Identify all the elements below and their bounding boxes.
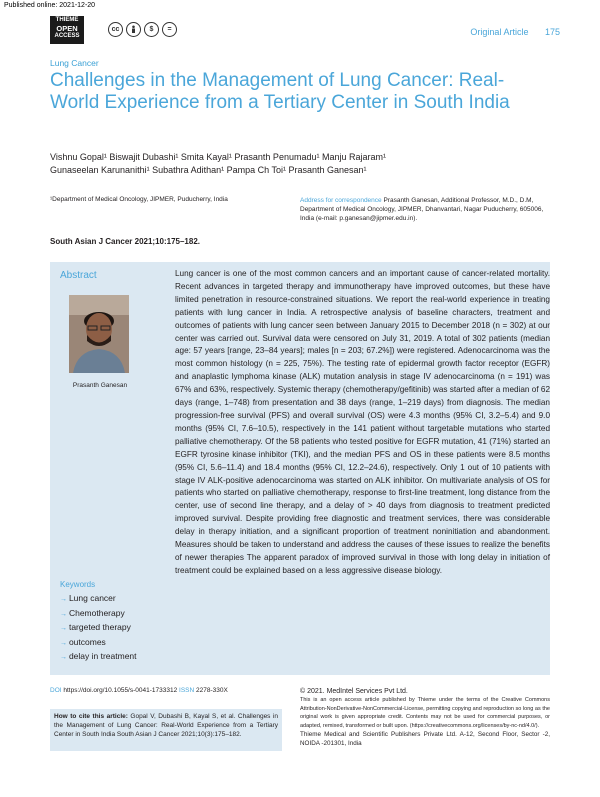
license-icons[interactable]: [108, 22, 177, 37]
issn-label: ISSN: [177, 687, 195, 694]
authors-line1: Vishnu Gopal¹ Biswajit Dubashi¹ Smita Kayal¹ Prasanth Penumadu¹ Manju Rajaram¹: [50, 152, 386, 162]
abstract-body: Lung cancer is one of the most common cancers and an important cause of cancer-related mortality. Recent advances in targeted therapy and immunotherapy have improved outcomes, but these have limited penetration in resource-constrained situations. We report the real-world experience in treating patients with lung cancer in India. A retrospective analysis of baseline characters, treatment and outcomes of patients with lung cancer seen between January 2015 to December 2018 (n = 302) at our center was carried out. Survival data were censored on July 31, 2019. A total of 302 patients (median age: 57 years [range, 23–84 years]; males [n = 203; 67.2%]) were registered. Adenocarcinoma was the most common histology (n = 225, 75%). The testing rate of epidermal growth factor receptor (EGFR) and anaplastic lymphoma kinase (ALK) mutation analysis in stage IV adenocarcinoma (n = 191) was 67% and 63%, respectively. Systemic therapy (chemotherapy/gefitinib) was started after a median of 62 days (range, 1–748) from presentation and 38 days (range, 1–219 days) from diagnosis. The median progression-free survival (PFS) and overall survival (OS) were 4.3 months (95% CI, 3.2–5.4) and 9.0 months (95% CI, 7.6–10.5), respectively in the 141 patient without targetable mutations who started palliative chemotherapy. Of the 58 patients who tested positive for EGFR mutation, 41 (71%) started an EGFR tyrosine kinase inhibitor (TKI), and the median PFS and OS in these patients were 8.5 months (95% CI, 5.6–11.4) and 18.4 months (95% CI, 12.2–24.6), respectively. Only 1 out of 10 patients with stage IV ALK-positive adenocarcinoma was started on ALK inhibitor. On multivariate analysis of OS for patients who started on palliative chemotherapy, response to first-line treatment, long distance from the center, use of second line therapy, and a delay of > 40 days from diagnosis to treatment predicted improved survival. Despite providing free diagnostic and treatment services, there was considerable delay in therapy initiation, and a significant proportion of treatment noninitiation and abandonment. Measures should be taken to understand and address the causes of these issues to realize the benefits of newer therapies The apparent paradox of improved survival in those with long delay in initiation of treatment could be explained based on a less aggressive disease biology.: [175, 269, 550, 575]
logo-line2: OPEN: [56, 24, 78, 33]
thieme-open-access-logo[interactable]: [50, 16, 84, 44]
doi-label: DOI: [50, 687, 62, 694]
correspondence-label: Address for correspondence: [300, 197, 382, 204]
page-number: 175: [544, 27, 560, 37]
how-to-cite-box: [50, 709, 282, 751]
affiliation: ¹Department of Medical Oncology, JIPMER, Puducherry, India: [50, 196, 228, 203]
photo-caption: Prasanth Ganesan: [72, 382, 128, 389]
abstract-heading: Abstract: [60, 270, 97, 281]
journal-citation: South Asian J Cancer 2021;10:175–182.: [50, 237, 201, 246]
license-text: This is an open access article published by Thieme under the terms of the Creative Commons Attribution-NonDerivative-NonCommercial-License, permitting copying and reproduction so long as the original work is given appropriate credit. Contents may not be used for commercial purposes, or adapted, remixed, transformed or built upon. (https://creativecommons.org/licenses/by-nc-nd/4.0/).: [300, 697, 550, 729]
keyword-item: → delay in treatment: [60, 650, 137, 665]
cite-text: Gopal V, Dubashi B, Kayal S, et al. Challenges in the Management of Lung Cancer: Real-World Experience from a Tertiary Center in South India South Asian J Cancer 2021;10(3):175–182.: [54, 713, 278, 738]
keyword-item: → Chemotherapy: [60, 607, 137, 622]
authors-line2: Gunaseelan Karunanithi¹ Subathra Adithan¹ Pampa Ch Toi¹ Prasanth Ganesan¹: [50, 165, 367, 175]
author-photo: [69, 295, 129, 373]
running-header: [470, 27, 560, 37]
logo-line3: ACCESS: [54, 33, 80, 39]
license-block: [300, 687, 550, 748]
published-online-stamp: Published online: 2021-12-20: [4, 2, 96, 9]
keywords-heading: Keywords: [60, 580, 96, 589]
correspondence-text: Prasanth Ganesan, Additional Professor, M.D., D.M, Department of Medical Oncology, JIPMER, Dhanvantari, Nagar Puducherry, 605006, India (e-mail: p.ganesan@jipmer.edu.in).: [300, 197, 544, 222]
correspondence: [300, 196, 550, 223]
section-tag: Lung Cancer: [50, 58, 99, 68]
cite-label: How to cite this article:: [54, 713, 128, 720]
publisher-address: Thieme Medical and Scientific Publishers Private Ltd. A-12, Second Floor, Sector -2, NOIDA -201301, India: [300, 731, 550, 747]
nd-icon: =: [162, 22, 177, 37]
keyword-item: → outcomes: [60, 636, 137, 651]
keyword-item: → Lung cancer: [60, 592, 137, 607]
nc-icon: $: [144, 22, 159, 37]
issn-value: 2278-330X: [194, 687, 228, 694]
logo-line1: THIEME: [55, 17, 79, 23]
article-type: Original Article: [470, 27, 529, 37]
by-icon: [126, 22, 141, 37]
copyright: © 2021. MedIntel Services Pvt Ltd.: [300, 688, 408, 695]
article-title: Challenges in the Management of Lung Cancer: Real-World Experience from a Tertiary Center in South India: [50, 70, 510, 113]
keywords-list: [60, 592, 137, 665]
doi-link[interactable]: https://doi.org/10.1055/s-0041-1733312: [61, 687, 178, 694]
keyword-item: → targeted therapy: [60, 621, 137, 636]
author-list: [50, 151, 550, 177]
cc-icon: cc: [108, 22, 123, 37]
doi-line: [50, 687, 228, 694]
